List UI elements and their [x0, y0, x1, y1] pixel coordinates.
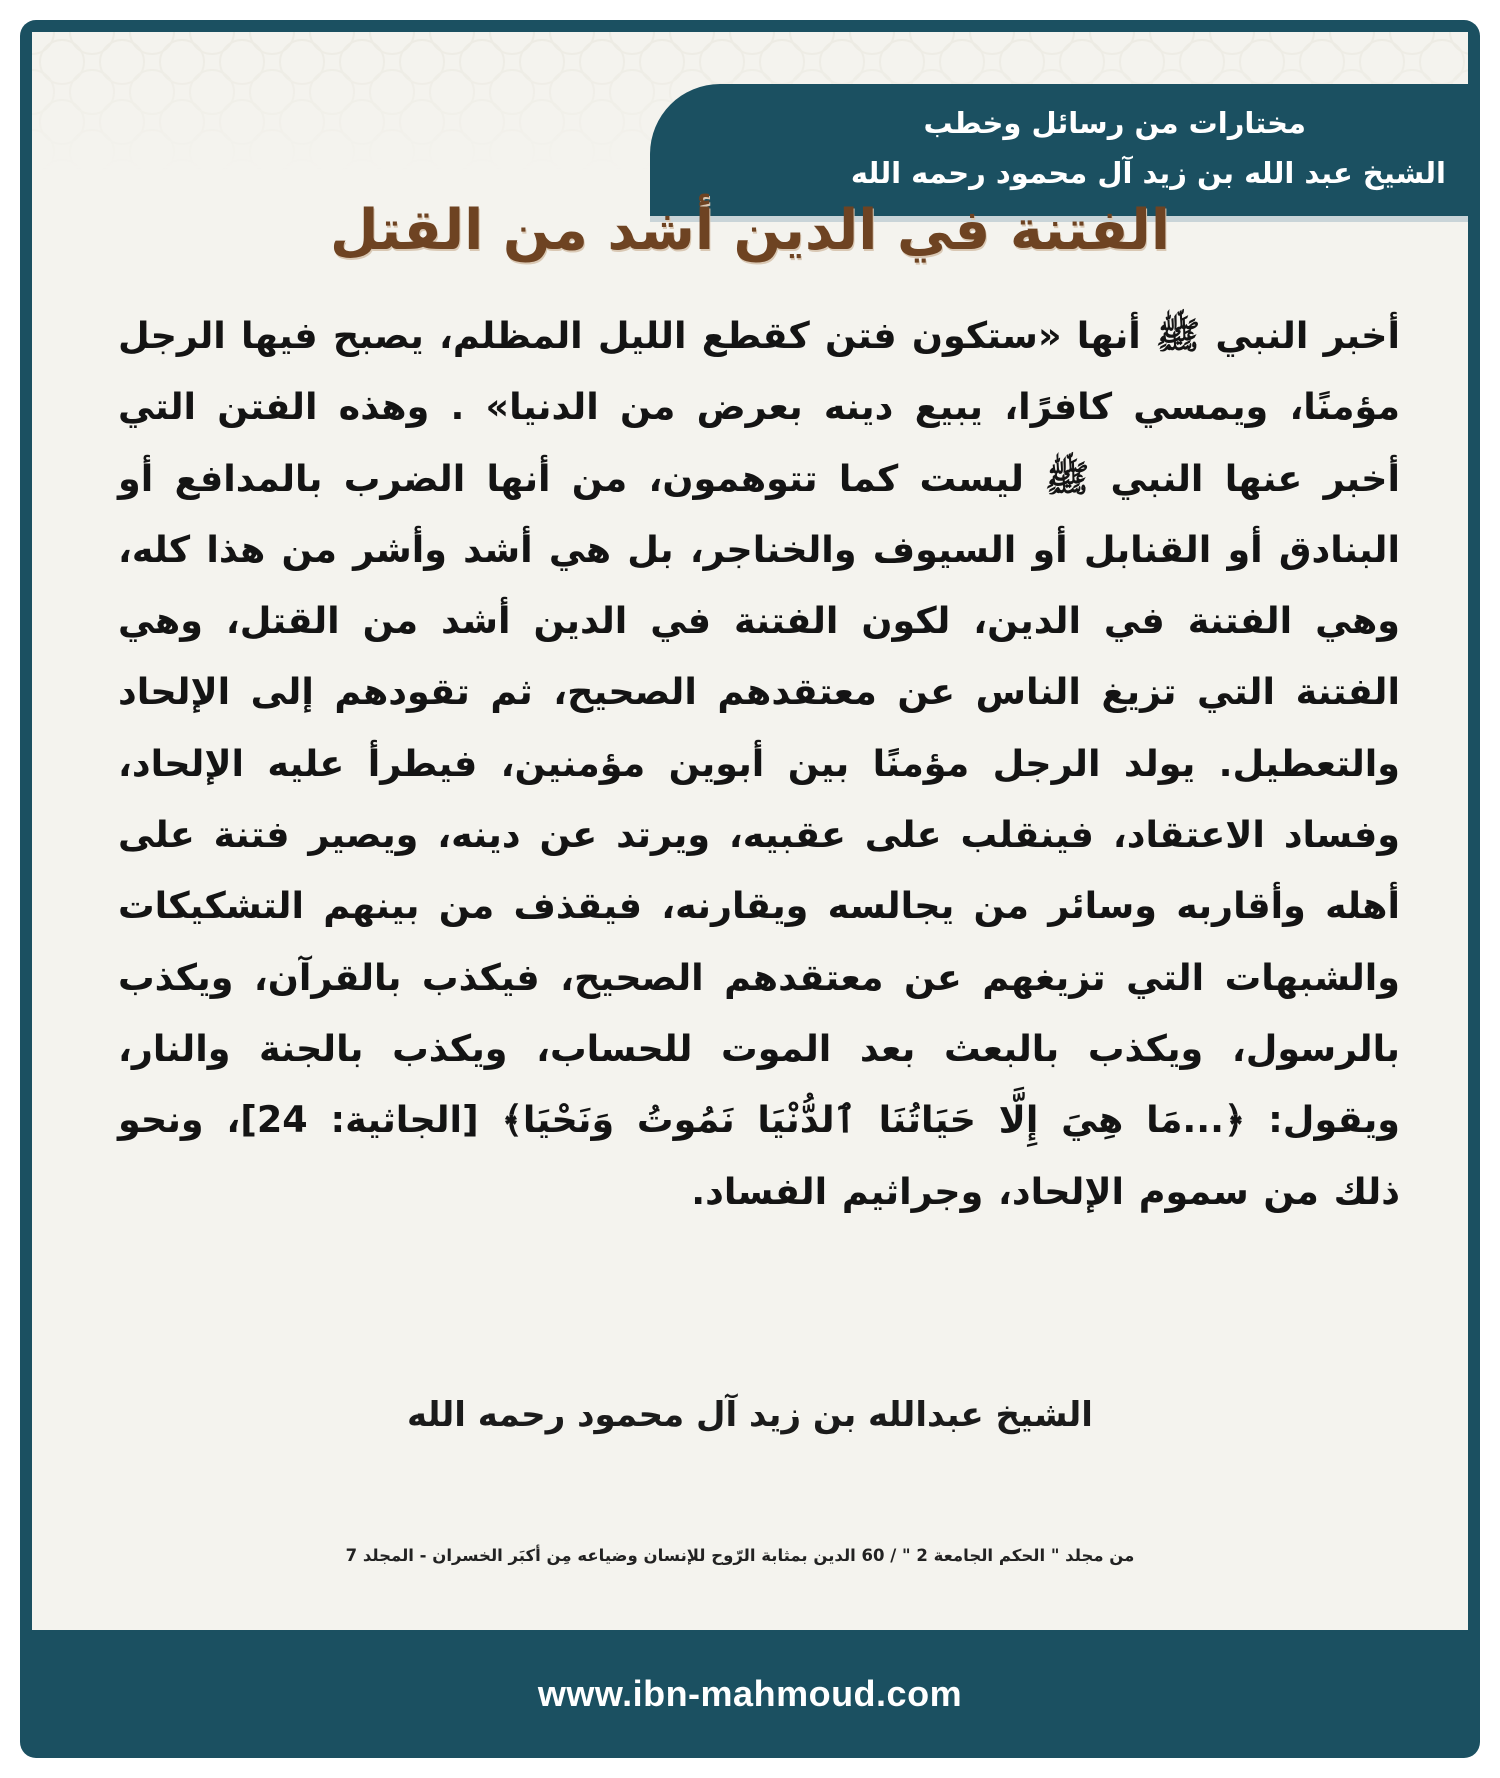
header-subtitle: مختارات من رسائل وخطب: [923, 106, 1306, 140]
footer-website[interactable]: www.ibn-mahmoud.com: [537, 1673, 963, 1714]
header-author: الشيخ عبد الله بن زيد آل محمود رحمه الله: [850, 156, 1446, 190]
source-citation: من مجلد " الحكم الجامعة 2 " / 60 الدين بمثابة الرّوح للإنسان وضياعه مِن أكبَر الخسران - المجلد 7: [345, 1546, 1135, 1565]
article-body: أخبر النبي ﷺ أنها «ستكون فتن كقطع الليل المظلم، يصبح فيها الرجل مؤمنًا، ويمسي كافرًا، يبيع دينه بعرض من الدنيا» . وهذه الفتن التي أخبر عنها النبي ﷺ ليست كما تتوهمون، من أنها الضرب بالمدافع أو البنادق أو القنابل أو السيوف والخناجر، بل هي أشد وأشر من هذا كله، وهي الفتنة في الدين، لكون الفتنة في الدين أشد من القتل، وهي الفتنة التي تزيغ الناس عن معتقدهم الصحيح، ثم تقودهم إلى الإلحاد والتعطيل. يولد الرجل مؤمنًا بين أبوين مؤمنين، فيطرأ عليه الإلحاد، وفساد الاعتقاد، فينقلب على عقبيه، ويرتد عن دينه، ويصير فتنة على أهله وأقاربه وسائر من يجالسه ويقارنه، فيقذف من بينهم التشكيكات والشبهات التي تزيغهم عن معتقدهم الصحيح، فيكذب بالقرآن، ويكذب بالرسول، ويكذب بالبعث بعد الموت للحساب، ويكذب بالجنة والنار، ويقول: ﴿...مَا هِيَ إِلَّا حَيَاتُنَا ٱلدُّنْيَا نَمُوتُ وَنَحْيَا﴾ [الجاثية: 24]، ونحو ذلك من سموم الإلحاد، وجراثيم الفساد.: [118, 314, 1400, 1213]
article-title: الفتنة في الدين أشد من القتل: [329, 198, 1171, 263]
header-text: [686, 98, 1446, 198]
author-signature: الشيخ عبدالله بن زيد آل محمود رحمه الله: [407, 1395, 1093, 1435]
